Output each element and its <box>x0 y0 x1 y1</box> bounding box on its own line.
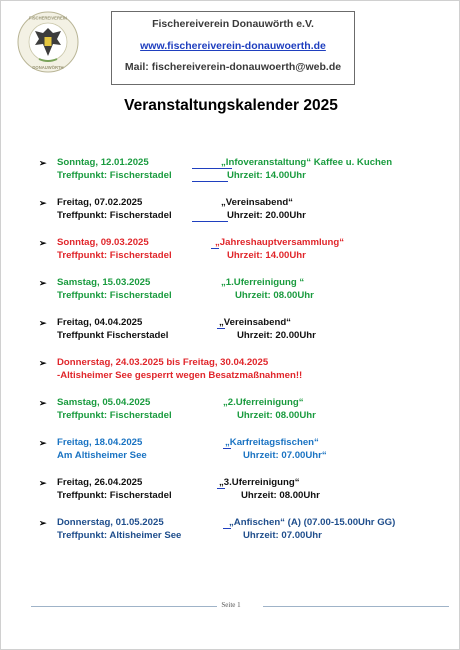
event-meeting-point: Treffpunkt: Fischerstadel <box>57 490 172 501</box>
event-date: Freitag, 26.04.2025 <box>57 477 143 488</box>
event-date: Freitag, 07.02.2025 <box>57 197 143 208</box>
event-title: „Infoveranstaltung“ Kaffee u. Kuchen <box>221 157 393 168</box>
event-meeting-point: Treffpunkt: Altisheimer See <box>57 530 182 541</box>
arrow-bullet-icon: ➢ <box>39 358 47 368</box>
arrow-bullet-icon: ➢ <box>39 198 47 208</box>
event-meeting-point: -Altisheimer See gesperrt wegen Besatzmaßnahmen!! <box>57 370 303 381</box>
page-title: Veranstaltungskalender 2025 <box>124 97 338 114</box>
link-underline <box>211 248 219 249</box>
event-title: „Vereinsabend“ <box>221 197 293 208</box>
link-underline <box>217 328 225 329</box>
event-title: „Jahreshauptversammlung“ <box>215 237 345 248</box>
event-meeting-point: Treffpunkt: Fischerstadel <box>57 410 172 421</box>
link-underline <box>192 168 232 169</box>
arrow-bullet-icon: ➢ <box>39 238 47 248</box>
mail-address: Mail: fischereiverein-donauwoerth@web.de <box>124 61 342 73</box>
link-underline <box>192 181 228 182</box>
link-underline <box>192 221 228 222</box>
event-time: Uhrzeit: 07.00Uhr“ <box>243 450 327 461</box>
event-meeting-point: Treffpunkt Fischerstadel <box>57 330 169 341</box>
website-link[interactable]: www.fischereiverein-donauwoerth.de <box>140 40 326 52</box>
arrow-bullet-icon: ➢ <box>39 518 47 528</box>
event-date: Donnerstag, 01.05.2025 <box>57 517 164 528</box>
club-name: Fischereiverein Donauwörth e.V. <box>152 18 314 30</box>
arrow-bullet-icon: ➢ <box>39 278 47 288</box>
club-logo <box>17 11 79 73</box>
event-date: Freitag, 04.04.2025 <box>57 317 143 328</box>
event-time: Uhrzeit: 08.00Uhr <box>237 410 316 421</box>
event-date: Sonntag, 09.03.2025 <box>57 237 149 248</box>
event-time: Uhrzeit: 14.00Uhr <box>227 250 306 261</box>
arrow-bullet-icon: ➢ <box>39 318 47 328</box>
event-date: Donnerstag, 24.03.2025 bis Freitag, 30.04.2025 <box>57 357 269 368</box>
event-time: Uhrzeit: 08.00Uhr <box>235 290 314 301</box>
event-time: Uhrzeit: 14.00Uhr <box>227 170 306 181</box>
event-time: Uhrzeit: 08.00Uhr <box>241 490 320 501</box>
page-number: Seite 1 <box>221 601 241 609</box>
link-underline <box>223 448 231 449</box>
event-title: „Anfischen“ (A) (07.00-15.00Uhr GG) <box>229 517 396 528</box>
arrow-bullet-icon: ➢ <box>39 478 47 488</box>
link-underline <box>217 488 225 489</box>
event-meeting-point: Treffpunkt: Fischerstadel <box>57 250 172 261</box>
event-meeting-point: Treffpunkt: Fischerstadel <box>57 170 172 181</box>
event-title: „Vereinsabend“ <box>219 317 291 328</box>
logo-lettering: FISCHEREIVEREIN <box>29 15 67 21</box>
event-time: Uhrzeit: 07.00Uhr <box>243 530 322 541</box>
event-date: Samstag, 05.04.2025 <box>57 397 151 408</box>
event-meeting-point: Treffpunkt: Fischerstadel <box>57 290 172 301</box>
event-time: Uhrzeit: 20.00Uhr <box>237 330 316 341</box>
arrow-bullet-icon: ➢ <box>39 398 47 408</box>
event-date: Sonntag, 12.01.2025 <box>57 157 149 168</box>
event-title: „3.Uferreinigung“ <box>219 477 300 488</box>
event-meeting-point: Am Altisheimer See <box>57 450 147 461</box>
event-title: „2.Uferreinigung“ <box>223 397 304 408</box>
arrow-bullet-icon: ➢ <box>39 438 47 448</box>
event-date: Freitag, 18.04.2025 <box>57 437 143 448</box>
event-meeting-point: Treffpunkt: Fischerstadel <box>57 210 172 221</box>
letterhead-box <box>111 11 355 85</box>
link-underline <box>223 528 231 529</box>
event-time: Uhrzeit: 20.00Uhr <box>227 210 306 221</box>
event-date: Samstag, 15.03.2025 <box>57 277 151 288</box>
event-title: „1.Uferreinigung “ <box>221 277 305 288</box>
arrow-bullet-icon: ➢ <box>39 158 47 168</box>
event-title: „Karfreitagsfischen“ <box>225 437 319 448</box>
svg-text:DONAUWÖRTH: DONAUWÖRTH <box>32 65 64 70</box>
